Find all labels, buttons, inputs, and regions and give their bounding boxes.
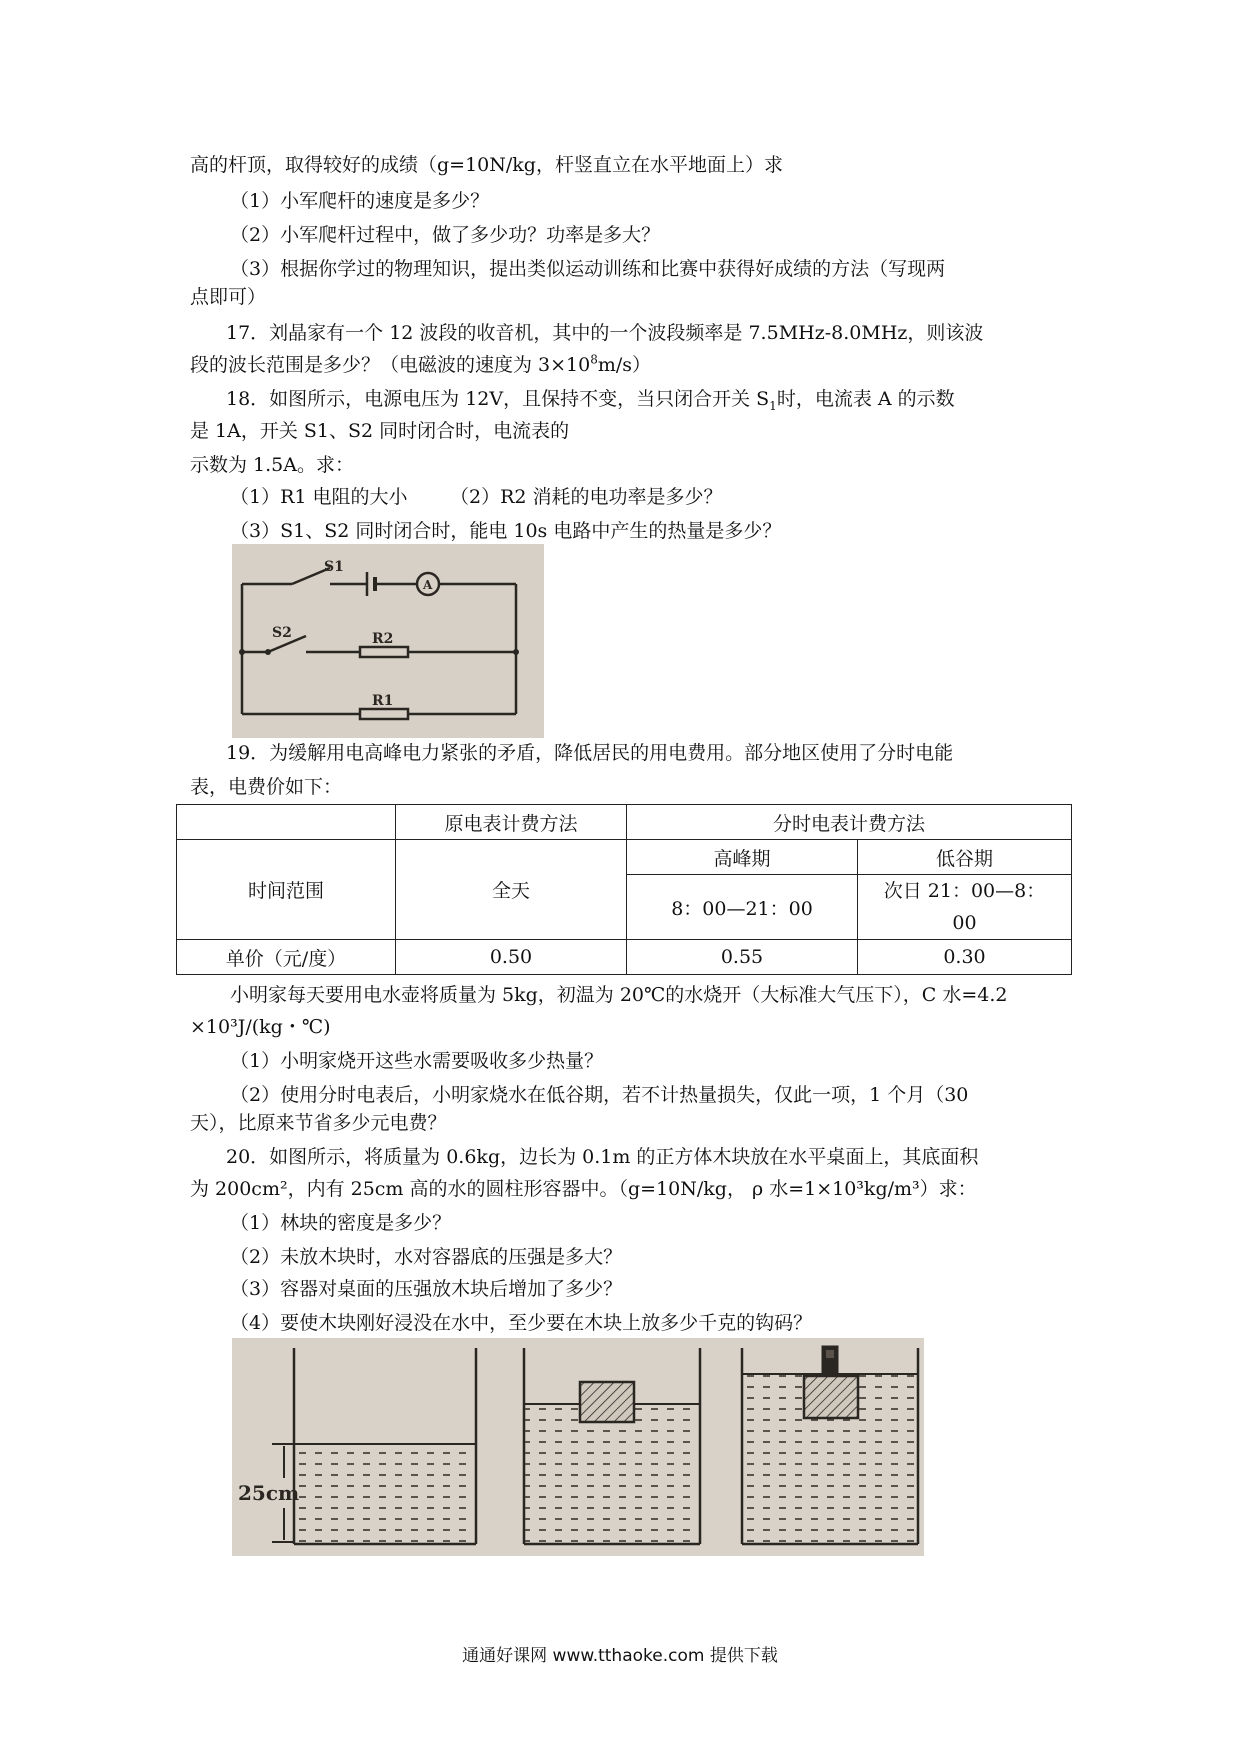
q19-line3: 小明家每天要用电水壶将质量为 5kg，初温为 20℃的水烧开（大标准大气压下），C 水=4.2 bbox=[230, 984, 1008, 1006]
q18-line1: 18．如图所示，电源电压为 12V，且保持不变，当只闭合开关 $S_1$时，电流表 A 的示数 bbox=[226, 388, 955, 413]
fee-table bbox=[176, 804, 1072, 975]
q18-part1: （1）R1 电阻的大小 bbox=[230, 486, 408, 508]
q19-part2-cont: 天），比原来节省多少元电费？ bbox=[190, 1112, 447, 1134]
q16-part2: （2）小军爬杆过程中，做了多少功？功率是多大？ bbox=[230, 224, 661, 246]
fee-time-valley: 次日 21：00—8： 00 bbox=[858, 875, 1072, 940]
fee-row-time-label: 时间范围 bbox=[177, 840, 396, 940]
water-height-label: 25cm bbox=[238, 1481, 300, 1505]
fee-price-original: 0.50 bbox=[396, 940, 627, 975]
fee-time-peak: 8：00—21：00 bbox=[627, 875, 858, 940]
q16-intro: 高的杆顶，取得较好的成绩（g=10N/kg，杆竖直立在水平地面上）求 bbox=[190, 154, 783, 176]
q20-part2: （2）未放木块时，水对容器底的压强是多大？ bbox=[230, 1246, 623, 1268]
q20-line2: 为 200cm²，内有 25cm 高的水的圆柱形容器中。（g=10N/kg， ρ 水=1×10³kg/m³）求： bbox=[190, 1178, 977, 1200]
circuit-label-ammeter: A bbox=[423, 578, 433, 592]
q16-part1: （1）小军爬杆的速度是多少？ bbox=[230, 190, 490, 212]
q19-part1: （1）小明家烧开这些水需要吸收多少热量？ bbox=[230, 1050, 604, 1072]
q17-line1: 17．刘晶家有一个 12 波段的收音机，其中的一个波段频率是 7.5MHz-8.0MHz，则该波 bbox=[226, 322, 984, 344]
circuit-label-s1: S1 bbox=[324, 559, 344, 575]
fee-header-tou: 分时电表计费方法 bbox=[627, 805, 1072, 840]
fee-header-original: 原电表计费方法 bbox=[396, 805, 627, 840]
page-footer: 通通好课网 www.tthaoke.com 提供下载 bbox=[462, 1646, 778, 1666]
fee-price-peak: 0.55 bbox=[627, 940, 858, 975]
q18-part3: （3）S1、S2 同时闭合时，能电 10s 电路中产生的热量是多少？ bbox=[230, 520, 782, 542]
fee-header-valley: 低谷期 bbox=[858, 840, 1072, 875]
fee-row-price-label: 单价（元/度） bbox=[177, 940, 396, 975]
q17-line2: 段的波长范围是多少？（电磁波的速度为 $3\times 10^8m/s$） bbox=[190, 352, 652, 376]
q20-line1: 20．如图所示，将质量为 0.6kg，边长为 0.1m 的正方体木块放在水平桌面上，其底面积 bbox=[226, 1146, 979, 1168]
q19-line1: 19．为缓解用电高峰电力紧张的矛盾，降低居民的用电费用。部分地区使用了分时电能 bbox=[226, 742, 954, 764]
q20-part3: （3）容器对桌面的压强放木块后增加了多少？ bbox=[230, 1278, 623, 1300]
q16-part3-cont: 点即可） bbox=[190, 286, 267, 308]
q19-part2: （2）使用分时电表后，小明家烧水在低谷期，若不计热量损失，仅此一项，1 个月（30 bbox=[230, 1084, 969, 1106]
circuit-label-s2: S2 bbox=[272, 625, 292, 641]
q19-line4: ×10³J/(kg・℃) bbox=[190, 1016, 331, 1038]
containers-figure bbox=[232, 1338, 924, 1556]
fee-header-peak: 高峰期 bbox=[627, 840, 858, 875]
circuit-label-r1: R1 bbox=[372, 693, 394, 709]
q20-part4: （4）要使木块刚好浸没在水中，至少要在木块上放多少千克的钩码？ bbox=[230, 1312, 813, 1334]
q16-part3: （3）根据你学过的物理知识，提出类似运动训练和比赛中获得好成绩的方法（写现两 bbox=[230, 258, 946, 280]
q19-line2: 表，电费价如下： bbox=[190, 776, 343, 798]
fee-time-original: 全天 bbox=[396, 840, 627, 940]
q20-part1: （1）林块的密度是多少？ bbox=[230, 1212, 452, 1234]
fee-price-valley: 0.30 bbox=[858, 940, 1072, 975]
fee-table-corner bbox=[177, 805, 396, 840]
circuit-label-r2: R2 bbox=[372, 631, 394, 647]
q18-part2: （2）R2 消耗的电功率是多少？ bbox=[450, 486, 723, 508]
q18-line3: 示数为 1.5A。求： bbox=[190, 454, 354, 476]
q18-line2: 是 1A，开关 S1、S2 同时闭合时，电流表的 bbox=[190, 420, 570, 442]
circuit-figure bbox=[232, 544, 544, 738]
